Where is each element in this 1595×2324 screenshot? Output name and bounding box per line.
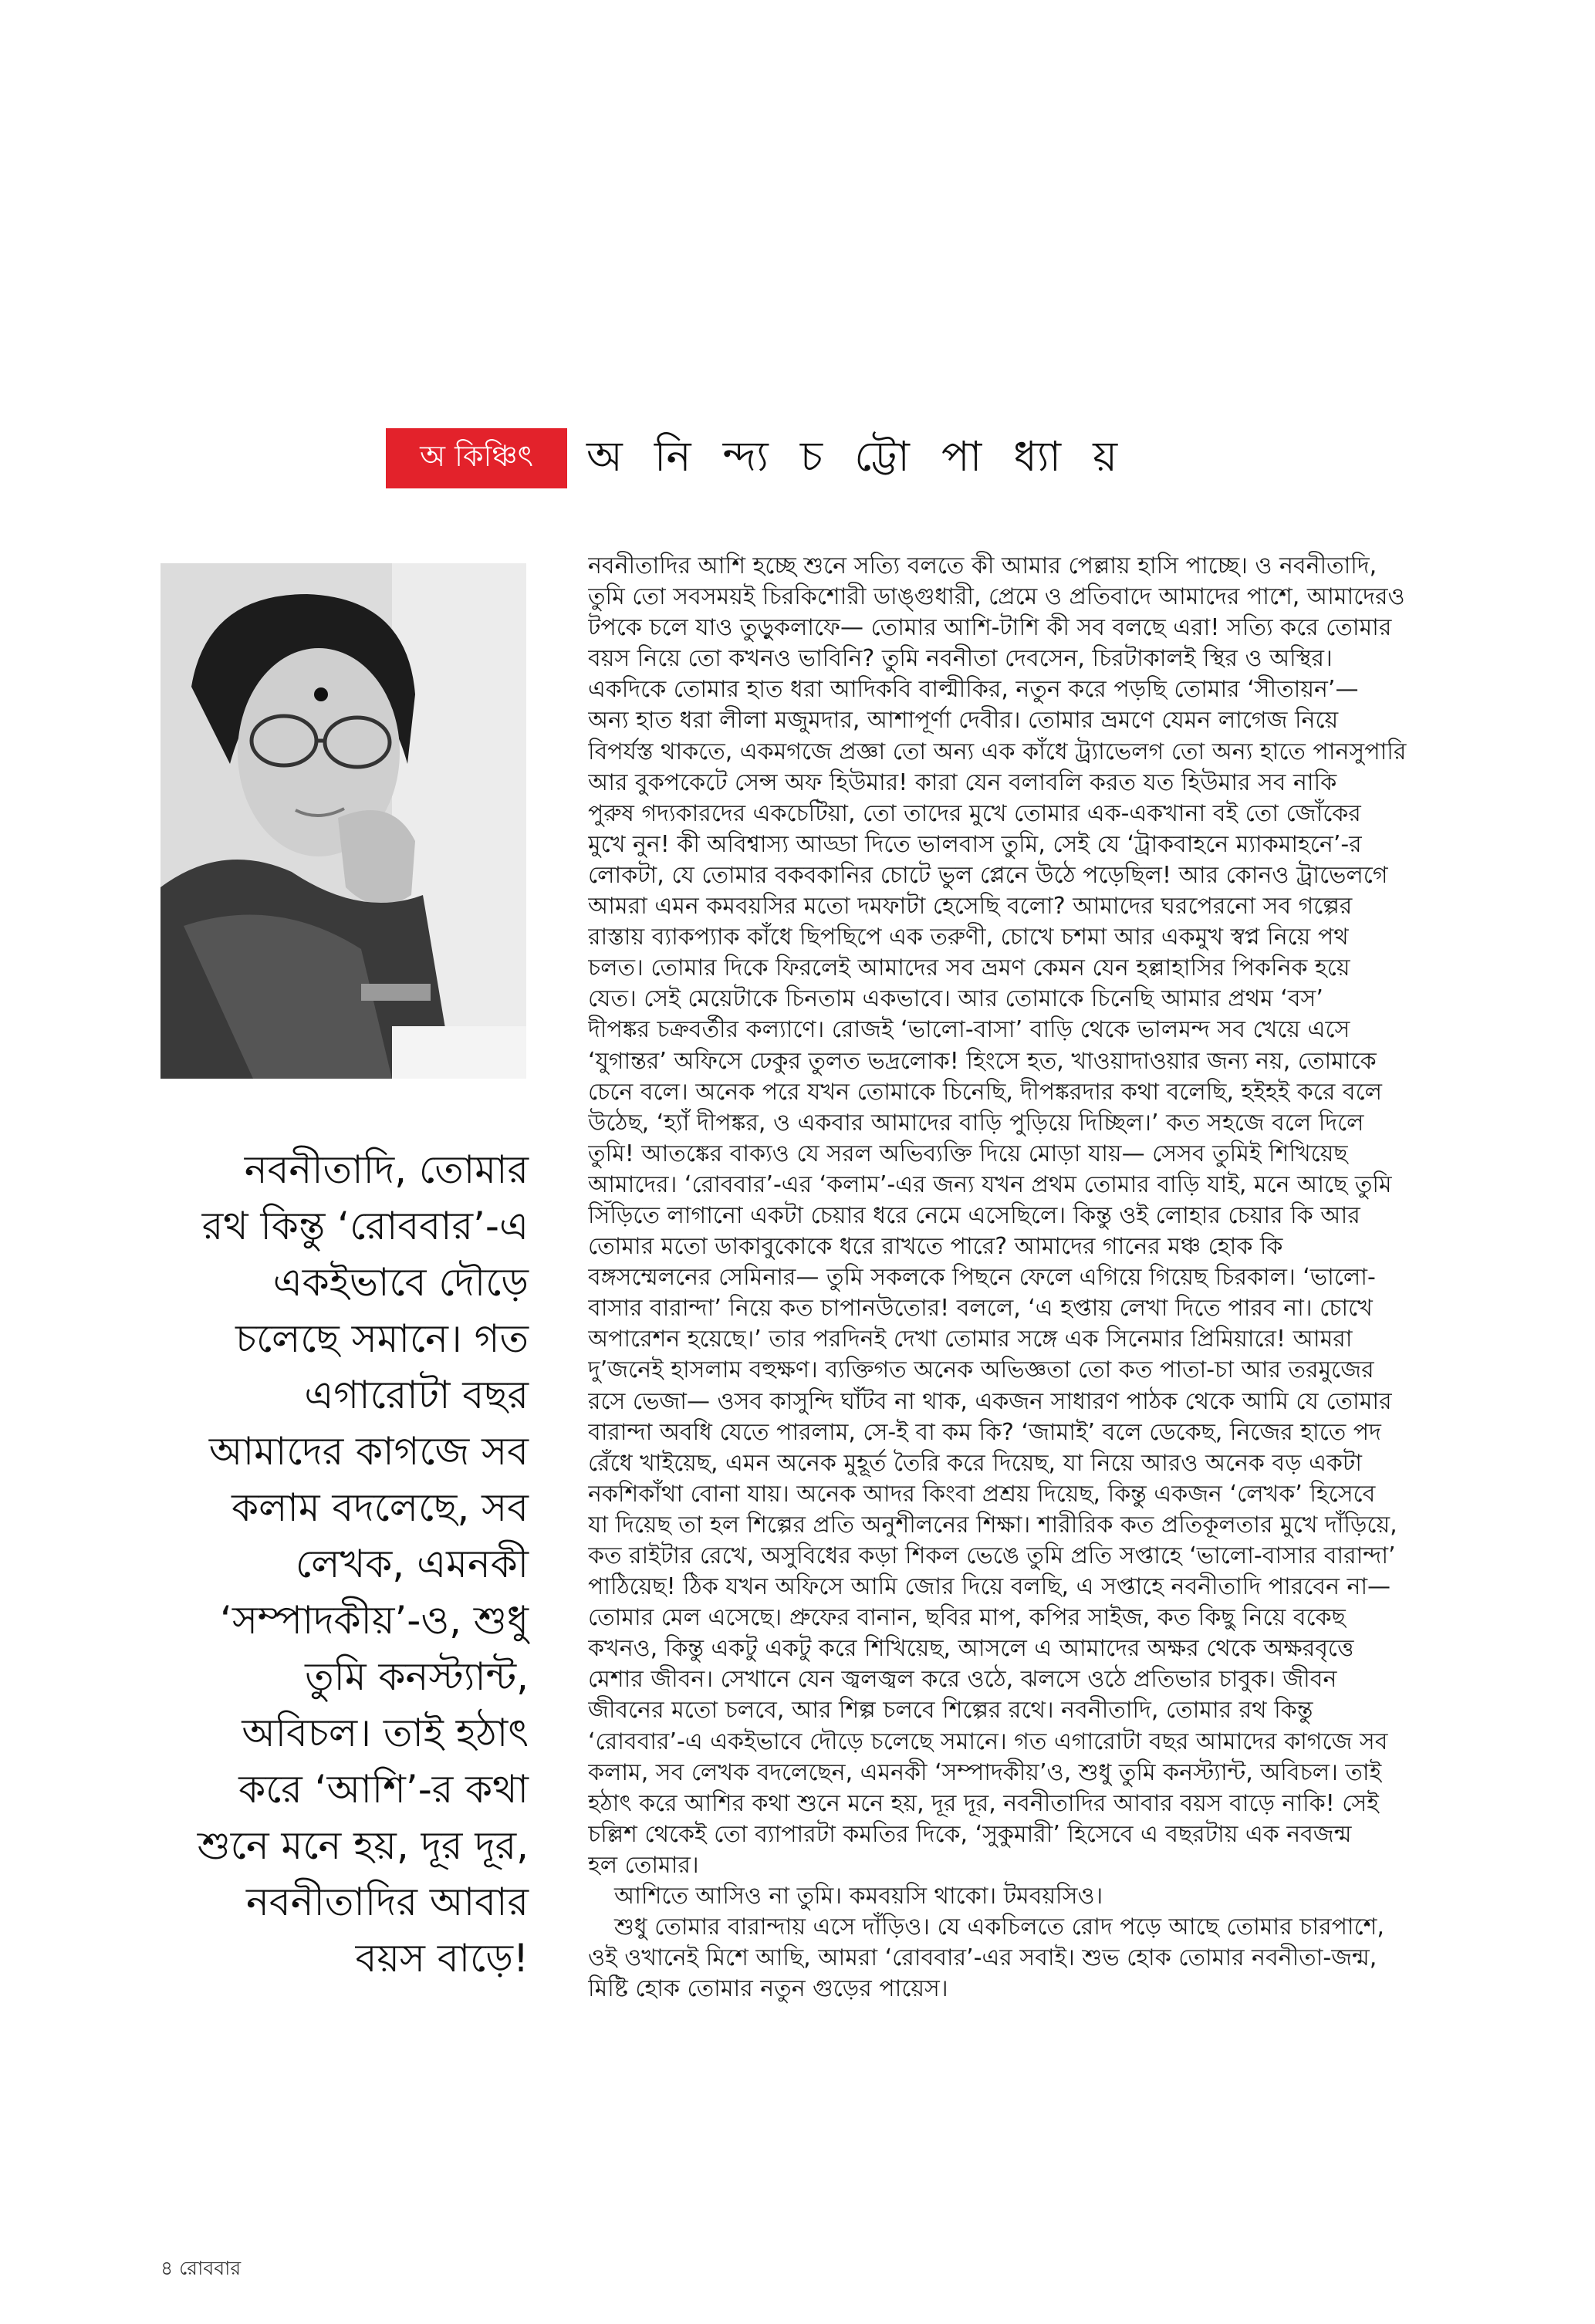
article-line: রেঁধে খাইয়েছ, এমন অনেক মুহূর্ত তৈরি করে দিয়েছ, যা নিয়ে আরও অনেক বড় একটা: [588, 1449, 1362, 1477]
pull-quote-line: আমাদের কাগজে সব: [208, 1429, 529, 1474]
article-line: চল্লিশ থেকেই তো ব্যাপারটা কমতির দিকে, ‘সুকুমারী’ হিসেবে এ বছরটায় এক নবজন্ম: [588, 1820, 1352, 1848]
pull-quote-line: এগারোটা বছর: [304, 1373, 529, 1417]
article-line: তোমার মতো ডাকাবুকোকে ধরে রাখতে পারে? আমাদের গানের মঞ্চ হোক কি: [588, 1233, 1283, 1261]
article-line: অপারেশন হয়েছে।’ তার পরদিনই দেখা তোমার সঙ্গে এক সিনেমার প্রিমিয়ারে! আমরা: [588, 1326, 1353, 1353]
pull-quote-line: একইভাবে দৌড়ে: [272, 1260, 529, 1305]
article-line: আশিতে আসিও না তুমি। কমবয়সি থাকো। টমবয়সিও।: [614, 1883, 1103, 1910]
article-line: উঠেছ, ‘হ্যাঁ দীপঙ্কর, ও একবার আমাদের বাড়ি পুড়িয়ে দিচ্ছিল।’ কত সহজে বলে দিলে: [588, 1109, 1364, 1137]
pull-quote-line: শুনে মনে হয়, দূর দূর,: [197, 1823, 529, 1868]
article-line: তুমি! আতঙ্কের বাক্যও যে সরল অভিব্যক্তি দিয়ে মোড়া যায়— সেসব তুমিই শিখিয়েছ: [588, 1140, 1348, 1167]
article-line: তোমার মেল এসেছে। প্রুফের বানান, ছবির মাপ, কপির সাইজ, কত কিছু নিয়ে বকেছ: [588, 1604, 1346, 1632]
article-line: কখনও, কিন্তু একটু একটু করে শিখিয়েছ, আসলে এ আমাদের অক্ষর থেকে অক্ষরবৃত্তে: [588, 1635, 1354, 1663]
article-line: পুরুষ গদ্যকারদের একচেটিয়া, তো তাদের মুখে তোমার এক-একখানা বই তো জোঁকের: [588, 799, 1361, 827]
article-line: আর বুকপকেটে সেন্স অফ হিউমার! কারা যেন বলাবলি করত যত হিউমার সব নাকি: [588, 768, 1337, 796]
article-line: লোকটা, যে তোমার বকবকানির চোটে ভুল প্লেনে উঠে পড়েছিল! আর কোনও ট্রাভেলগে: [588, 861, 1388, 889]
article-line: ওই ওখানেই মিশে আছি, আমরা ‘রোববার’-এর সবাই। শুভ হোক তোমার নবনীতা-জন্ম,: [588, 1944, 1377, 1972]
article-line: বাসার বারান্দা’ নিয়ে কত চাপানউতোর! বললে, ‘এ হপ্তায় লেখা দিতে পারব না। চোখে: [588, 1295, 1373, 1322]
article-line: হল তোমার।: [588, 1851, 699, 1879]
article-line: পাঠিয়েছ! ঠিক যখন অফিসে আমি জোর দিয়ে বলছি, এ সপ্তাহে নবনীতাদি পারবেন না—: [588, 1573, 1391, 1601]
article-line: চেনে বলে। অনেক পরে যখন তোমাকে চিনেছি, দীপঙ্করদার কথা বলেছি, হইহই করে বলে: [588, 1078, 1382, 1106]
pull-quote-line: নবনীতাদির আবার: [246, 1880, 529, 1924]
article-line: বারান্দা অবধি যেতে পারলাম, সে-ই বা কম কি? ‘জামাই’ বলে ডেকেছ, নিজের হাতে পদ: [588, 1418, 1381, 1446]
article-line: তুমি তো সবসময়ই চিরকিশোরী ডাঙ্গুধারী, প্রেমে ও প্রতিবাদে আমাদের পাশে, আমাদেরও: [588, 583, 1405, 611]
article-line: রাস্তায় ব্যাকপ্যাক কাঁধে ছিপছিপে এক তরুণী, চোখে চশমা আর একমুখ স্বপ্ন নিয়ে পথ: [588, 924, 1349, 951]
article-line: শুধু তোমার বারান্দায় এসে দাঁড়িও। যে একচিলতে রোদ পড়ে আছে তোমার চারপাশে,: [614, 1914, 1384, 1941]
article-line: অন্য হাত ধরা লীলা মজুমদার, আশাপূর্ণা দেবীর। তোমার ভ্রমণে যেমন লাগেজ নিয়ে: [588, 707, 1339, 735]
article-line: সিঁড়িতে লাগানো একটা চেয়ার ধরে নেমে এসেছিলে। কিন্তু ওই লোহার চেয়ার কি আর: [588, 1201, 1360, 1229]
author-name: অ নি ন্দ্য চ ট্টো পা ধ্যা য়: [586, 432, 1127, 481]
article-line: মুখে নুন! কী অবিশ্বাস্য আড্ডা দিতে ভালবাস তুমি, সেই যে ‘ট্রাকবাহনে ম্যাকমাহনে’-র: [588, 830, 1362, 858]
article-line: হঠাৎ করে আশির কথা শুনে মনে হয়, দূর দূর, নবনীতাদির আবার বয়স বাড়ে নাকি! সেই: [588, 1789, 1379, 1817]
pull-quote-line: তুমি কনস্ট্যান্ট,: [305, 1654, 529, 1699]
article-line: চলত। তোমার দিকে ফিরলেই আমাদের সব ভ্রমণ কেমন যেন হল্লাহাসির পিকনিক হয়ে: [588, 954, 1350, 982]
pull-quote-line: নবনীতাদি, তোমার: [244, 1147, 529, 1192]
portrait-photo: [161, 563, 526, 1079]
article-line: মেশার জীবন। সেখানে যেন জ্বলজ্বল করে ওঠে, ঝলসে ওঠে প্রতিভার চাবুক। জীবন: [588, 1666, 1337, 1694]
pull-quote-line: অবিচল। তাই হঠাৎ: [242, 1711, 529, 1755]
article-body: [588, 551, 1468, 2005]
article-line: দীপঙ্কর চক্রবর্তীর কল্যাণে। রোজই ‘ভালো-বাসা’ বাড়ি থেকে ভালমন্দ সব খেয়ে এসে: [588, 1016, 1350, 1044]
pull-quote-line: করে ‘আশি’-র কথা: [238, 1767, 529, 1812]
article-line: টপকে চলে যাও তুড়ুকলাফে— তোমার আশি-টাশি কী সব বলছে এরা! সত্যি করে তোমার: [588, 614, 1392, 642]
pull-quote-line: চলেছে সমানে। গত: [235, 1316, 529, 1361]
article-line: রসে ভেজা— ওসব কাসুন্দি ঘাঁটব না থাক, একজন সাধারণ পাঠক থেকে আমি যে তোমার: [588, 1387, 1392, 1415]
article-line: মিষ্টি হোক তোমার নতুন গুড়ের পায়েস।: [588, 1975, 948, 2003]
article-line: আমরা এমন কমবয়সির মতো দমফাটা হেসেছি বলো? আমাদের ঘরপেরনো সব গল্পের: [588, 893, 1353, 920]
pull-quote-line: ‘সম্পাদকীয়’-ও, শুধু: [220, 1598, 529, 1643]
article-line: কলাম, সব লেখক বদলেছেন, এমনকী ‘সম্পাদকীয়’ও, শুধু তুমি কনস্ট্যান্ট, অবিচল। তাই: [588, 1758, 1382, 1786]
article-line: যেত। সেই মেয়েটাকে চিনতাম একভাবে। আর তোমাকে চিনেছি আমার প্রথম ‘বস’: [588, 985, 1323, 1013]
article-line: যা দিয়েছ তা হল শিল্পের প্রতি অনুশীলনের শিক্ষা। শারীরিক কত প্রতিকূলতার মুখে দাঁড়িয়ে,: [588, 1511, 1397, 1539]
pull-quote-line: কলাম বদলেছে, সব: [231, 1485, 529, 1530]
pull-quote-line: রথ কিন্তু ‘রোববার’-এ: [201, 1204, 529, 1248]
article-line: একদিকে তোমার হাত ধরা আদিকবি বাল্মীকির, নতুন করে পড়ছি তোমার ‘সীতায়ন’—: [588, 676, 1359, 704]
article-line: বঙ্গসম্মেলনের সেমিনার— তুমি সকলকে পিছনে ফেলে এগিয়ে গিয়েছ চিরকাল। ‘ভালো-: [588, 1264, 1376, 1292]
article-line: নবনীতাদির আশি হচ্ছে শুনে সত্যি বলতে কী আমার পেল্লায় হাসি পাচ্ছে। ও নবনীতাদি,: [588, 552, 1377, 579]
pull-quote-line: বয়স বাড়ে!: [355, 1936, 529, 1981]
article-line: নকশিকাঁথা বোনা যায়। অনেক আদর কিংবা প্রশ্রয় দিয়েছ, কিন্তু একজন ‘লেখক’ হিসেবে: [588, 1480, 1376, 1508]
section-tag: অ কিঞ্চিৎ: [386, 428, 567, 488]
article-line: বয়স নিয়ে তো কখনও ভাবিনি? তুমি নবনীতা দেবসেন, চিরটাকালই স্থির ও অস্থির।: [588, 645, 1333, 673]
article-line: ‘রোববার’-এ একইভাবে দৌড়ে চলেছে সমানে। গত এগারোটা বছর আমাদের কাগজে সব: [588, 1728, 1388, 1755]
article-line: ‘যুগান্তর’ অফিসে ঢেকুর তুলত ভদ্রলোক! হিংসে হত, খাওয়াদাওয়ার জন্য নয়, তোমাকে: [588, 1047, 1377, 1075]
pull-quote-line: লেখক, এমনকী: [295, 1542, 529, 1586]
article-line: কত রাইটার রেখে, অসুবিধের কড়া শিকল ভেঙে তুমি প্রতি সপ্তাহে ‘ভালো-বাসার বারান্দা’: [588, 1542, 1396, 1569]
article-line: জীবনের মতো চলবে, আর শিল্প চলবে শিল্পের রথে। নবনীতাদি, তোমার রথ কিন্তু: [588, 1697, 1313, 1724]
page-footer: ৪ রোববার: [161, 2257, 242, 2279]
article-line: বিপর্যস্ত থাকতে, একমগজে প্রজ্ঞা তো অন্য এক কাঁধে ট্র্যাভেলগ তো অন্য হাতে পানসুপারি: [588, 738, 1407, 765]
pull-quote: [154, 1142, 529, 1987]
article-line: দু’জনেই হাসলাম বহুক্ষণ। ব্যক্তিগত অনেক অভিজ্ঞতা তো কত পাতা-চা আর তরমুজের: [588, 1356, 1374, 1384]
article-line: আমাদের। ‘রোববার’-এর ‘কলাম’-এর জন্য যখন প্রথম তোমার বাড়ি যাই, মনে আছে তুমি: [588, 1170, 1392, 1198]
